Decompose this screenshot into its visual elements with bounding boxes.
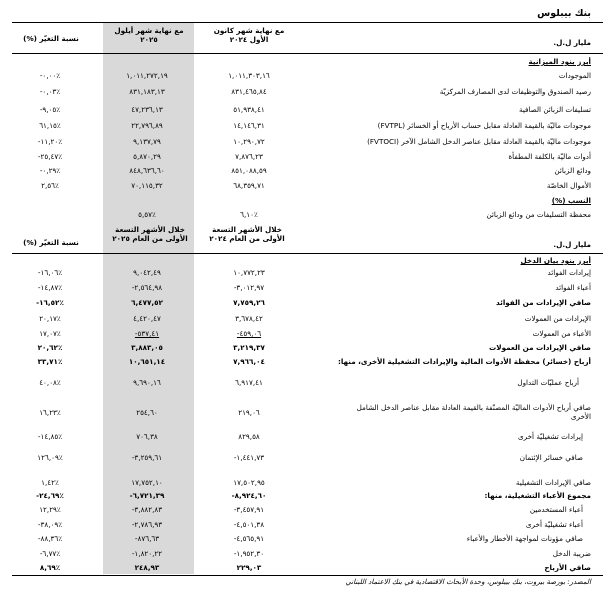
t2-section-title: أبرز بنود بيان الدخل [520, 256, 591, 265]
row-label: صافي الإيرادات من العمولات [489, 343, 591, 352]
row-change: -٠,٠٠٪ [39, 71, 61, 80]
row-value-2025: -٣,٨٨٢,٨٣ [131, 505, 163, 514]
t1-ratios-title: النسب (%) [551, 196, 591, 205]
row-label: أرباح (خسائر) محفظة الأدوات المالية والإيرادات التشغيلية الأخرى، منها: [337, 357, 591, 366]
row-value-2024: ٨٥١,٠٨٨,٥٩ [231, 166, 267, 175]
t1-col1-header: مع نهاية شهر كانون الأول ٢٠٢٤ [213, 26, 285, 44]
row-change: -٢٥,٤٧٪ [37, 152, 63, 161]
row-value-2024: ٧,٨٧٦,٢٣ [235, 152, 263, 161]
row-value-2025: ٨٣١,١٨٣,١٣ [129, 87, 165, 96]
row-label: صافي الأرباح [544, 563, 591, 572]
row-change: -٠,٢٩٪ [39, 166, 61, 175]
row-change: -١١,٢٠٪ [37, 137, 63, 146]
row-value-2025: ٥,٥٧٪ [138, 210, 156, 219]
row-label: صافي خسائر الإئتمان [519, 453, 583, 462]
row-change: -١٦,٥٢٪ [36, 298, 64, 307]
t1-col3-header: نسبة التغيّر (%) [23, 34, 79, 43]
t1-unit: مليار ل.ل. [553, 38, 591, 47]
row-label: الأعباء من العمولات [532, 329, 591, 338]
row-value-2025: ٨٤٨,٦٣٦,٦٠ [129, 166, 165, 175]
t2-col3-header: نسبة التغيّر (%) [23, 238, 79, 247]
row-label: أرباح عمليّات التداول [517, 378, 579, 387]
row-label: تسليفات الزبائن الصافية [518, 105, 591, 114]
row-value-2025: -٥٣٧,٤١ [134, 329, 160, 338]
row-change: -١٤,٨٥٪ [37, 432, 63, 441]
row-label: مجموع الأعباء التشغيلية، منها: [484, 491, 591, 500]
row-label: صافي الإيرادات التشغيلية [515, 478, 591, 487]
row-change: ٦١,١٥٪ [39, 121, 61, 130]
row-label: أعباء الفوائد [555, 283, 591, 292]
row-change: -٣٨,٠٩٪ [37, 520, 63, 529]
row-value-2025: ٢٢,٧٩٦,٨٩ [131, 121, 163, 130]
row-label: موجودات ماليّة بالقيمة العادلة مقابل حساب الأرباح أو الخسائر (FVTPL) [377, 121, 591, 130]
row-change: ١٧,٠٧٪ [39, 329, 61, 338]
t1-col2-header: مع نهاية شهر أيلول ٢٠٢٥ [114, 26, 184, 44]
row-value-2025: ٩,٦٩٠,١٦ [133, 378, 161, 387]
row-value-2024: ٢٢٩,٠٣ [236, 563, 262, 572]
row-label: ضريبة الدخل [552, 549, 591, 558]
row-value-2025: -٦,٧٢١,٣٩ [129, 491, 165, 500]
row-value-2025: ٩,١٣٧,٧٩ [133, 137, 161, 146]
row-value-2025: ١٧,٧٥٢,١٠ [131, 478, 163, 487]
row-change: -٢٤,٦٩٪ [36, 491, 64, 500]
row-value-2025: ٣,٨٨٣,٠٥ [131, 343, 163, 352]
row-change: -١٦,٠٦٪ [37, 268, 63, 277]
row-value-2024: ٦,٩١٧,٤١ [235, 378, 263, 387]
row-label: موجودات ماليّة بالقيمة العادلة مقابل عناصر الدخل الشامل الآخر (FVTOCI) [367, 137, 591, 146]
t2-header-rule [12, 253, 603, 254]
row-label: إيرادات تشغيليّة أخرى [518, 432, 583, 441]
t2-unit: مليار ل.ل. [553, 240, 591, 249]
row-value-2024: ٧,٧٥٩,٢٦ [233, 298, 265, 307]
row-value-2024: ٢١٩,٠٦ [238, 408, 260, 417]
row-change: ٣٣,٧١٪ [37, 357, 63, 366]
row-label: الإيرادات من العمولات [524, 314, 591, 323]
row-change: ٤٠,٠٨٪ [39, 378, 61, 387]
row-label: أعباء تشغيليّة أخرى [525, 520, 583, 529]
row-value-2025: ٧٠,١١٥,٣٢ [131, 181, 163, 190]
row-value-2024: ٥١,٩٣٨,٤١ [233, 105, 265, 114]
row-value-2024: ١٠,٢٩٠,٧٢ [233, 137, 265, 146]
row-value-2024: ١٤,١٤٦,٣١ [233, 121, 265, 130]
row-value-2024: ١,٠١١,٣٠٣,١٦ [228, 71, 270, 80]
row-value-2025: -١,٨٢٠,٢٢ [131, 549, 163, 558]
row-value-2024: ٧,٩٦٦,٠٤ [233, 357, 265, 366]
row-value-2025: ٢٥٤,٦٠ [136, 408, 158, 417]
row-value-2025: -٨٧٦,٦٣ [134, 534, 160, 543]
row-value-2024: ١٠,٧٧٢,٢٣ [233, 268, 265, 277]
row-label: إيرادات الفوائد [547, 268, 591, 277]
row-value-2024: ٨٢٩,٥٨ [238, 432, 260, 441]
row-value-2025: ٥,٨٧٠,٢٩ [133, 152, 161, 161]
t2-col2-header: خلال الأشهر التسعة الأولى من العام ٢٠٢٥ [112, 225, 188, 243]
row-label: صافي أرباح الأدوات الماليّة المصنّفة بالقيمة العادلة مقابل عناصر الدخل الشامل الأخرى [356, 403, 591, 421]
row-change: -٠,٠٣٪ [39, 87, 61, 96]
row-change: ١٢,٢٩٪ [39, 505, 61, 514]
row-value-2025: -٢,٧٨٦,٩٣ [131, 520, 163, 529]
row-change: ٨,٦٩٪ [39, 563, 61, 572]
row-value-2025: -٣,٢٥٩,٦١ [131, 453, 163, 462]
row-label: محفظة التسليفات من ودائع الزبائن [486, 210, 591, 219]
row-value-2024: ١٧,٥٠٢,٩٥ [233, 478, 265, 487]
row-value-2025: ١٠,٦٥١,١٤ [128, 357, 166, 366]
row-value-2024: ٣,٦٧٨,٤٢ [235, 314, 263, 323]
row-value-2024: -٣,٠١٢,٩٧ [233, 283, 265, 292]
row-label: أعباء المستخدمين [529, 505, 583, 514]
t1-header-rule [12, 53, 603, 54]
row-value-2025: ٦,٤٧٧,٥٢ [131, 298, 163, 307]
row-value-2024: ٣,٢١٩,٣٧ [233, 343, 265, 352]
row-label: رصيد الصندوق والتوظيفات لدى المصارف المركزيّة [439, 87, 591, 96]
row-change: -٩,٠٥٪ [39, 105, 61, 114]
row-change: ١٢٦,٠٩٪ [37, 453, 63, 462]
row-value-2025: ٩,٠٤٢,٤٩ [133, 268, 161, 277]
row-value-2024: -٨,٩٢٤,٦٠ [231, 491, 267, 500]
row-value-2024: ٨٣١,٤٦٥,٨٤ [231, 87, 267, 96]
row-change: ١٦,٢٣٪ [39, 408, 61, 417]
page-title: بنك بيبلوس [537, 8, 591, 19]
row-label: أدوات ماليّة بالكلفة المطفأة [508, 152, 591, 161]
row-value-2024: -١,٤٤١,٧٣ [233, 453, 265, 462]
row-change: ٢٠,٦٢٪ [37, 343, 63, 352]
t1-section-title: أبرز بنود الميزانية [528, 57, 591, 66]
row-change: ٢٠,١٧٪ [39, 314, 61, 323]
row-value-2024: ٦٨,٣٥٩,٧١ [233, 181, 265, 190]
title-rule [12, 22, 603, 23]
row-value-2025: ٤٧,٢٣٦,١٣ [131, 105, 163, 114]
row-value-2024: -٤,٥٦٥,٩١ [233, 534, 265, 543]
row-value-2024: -٤٥٩,٠٦ [236, 329, 262, 338]
row-value-2024: ٦,١٠٪ [240, 210, 258, 219]
row-change: -١٤,٨٧٪ [37, 283, 63, 292]
row-change: ٢,٥٦٪ [41, 181, 59, 190]
row-value-2025: ٤,٤٢٠,٤٧ [133, 314, 161, 323]
row-value-2024: -٣,٤٥٧,٩١ [233, 505, 265, 514]
row-label: ودائع الزبائن [554, 166, 591, 175]
row-label: صافي الإيرادات من الفوائد [495, 298, 591, 307]
row-value-2025: ٧٠٦,٣٨ [136, 432, 158, 441]
row-label: الموجودات [558, 71, 591, 80]
row-value-2024: -٤,٥٠١,٣٨ [233, 520, 265, 529]
row-value-2025: -٢,٥٦٤,٩٨ [131, 283, 163, 292]
row-value-2024: -١,٩٥٢,٣٠ [233, 549, 265, 558]
row-label: صافي مؤونات لمواجهة الأخطار والأعباء [466, 534, 583, 543]
bottom-rule [12, 575, 603, 576]
source-note: المصدر: بورصة بيروت، بنك بيبلوس، وحدة الأبحاث الاقتصادية في بنك الاعتماد اللبناني [345, 578, 591, 586]
row-change: -٦,٧٧٪ [39, 549, 61, 558]
row-change: -٨٨,٣٦٪ [37, 534, 63, 543]
t2-col1-header: خلال الأشهر التسعة الأولى من العام ٢٠٢٤ [209, 225, 285, 243]
row-value-2025: ١,٠١١,٢٧٢,١٩ [126, 71, 168, 80]
row-change: ١,٤٢٪ [41, 478, 59, 487]
row-label: الأموال الخاصّة [546, 181, 591, 190]
row-value-2025: ٢٤٨,٩٣ [134, 563, 160, 572]
